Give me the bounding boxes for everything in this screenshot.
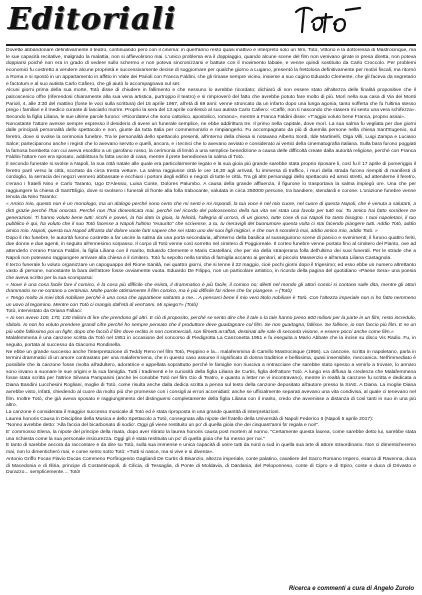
masthead-divider [6,44,416,46]
article-paragraph: Dovette abbandonare definitivamente il teatro, continuando però con il cinema: in quell'anno restò quasi inattivo e interpretò solo un film, Totò, Vittorio e la dottoressa di Mastrocinque, ma le sue capacità recitative, malgrado la malattia, non si affievolirono mai. L'unico problema era il doppiaggio, quando alcune scene del film non venivano girate in presa diretta, non poteva doppiarsi poiché non era in grado di vedere sullo schermo e non poteva sincronizzarsi e battute con il movimento labiale, e venne quindi sostituito da Carlo Croccolo. Per problemi economici fu costretto a vendere alcune proprietà e successivamente decise di soggiornare per qualche giorno a Lugano, presentò la frettolosa definitivamente per motivi fiscali, ma ritornò a Roma e si spostò in un appartamento in affitto in Viale dei Parioli con Franca Faldini, che gli rimase sempre vicino, insieme a suo cugino Eduardo Clemente, che gli faceva da segretario e factotum e al suo autista Carlo Cafiero, che gli aiutò lo accompagnava sul set. [6,48,416,87]
article-paragraph: Totò, intervistato da Oriana Fallaci: [6,309,83,315]
article-paragraph: E' commosso Elena, la nipote del principe della risata, dopo aver ritirato la laurea honoris causa post mortem al nonno. "Certamente questa laurea, come sarebbe detto lui, sarebbe stata una richiesta come la sua personale insicurezza. Oggi gli è stata restituita un po' di quella gioia che ha messo per noi." [6,430,416,442]
article-paragraph: Dopo il rito funebre, le autorità furono costrette a far uscire la salma da una porta secondaria, all'interno della basilica al susseguirono scene di panico e svenimenti; il furono quattro feriti, due donne e due agenti, in seguito all'ennesimo sorpasso. Il corpo di Totò venne così sorretto nel cimitero di Poggioreale. Il corteo funebre venne portato fino al cimitero del Pianto, ove ad attenderlo c'erano Franca Faldini, la figlia Liliana con il marito, Eduardo Clemente e Mario Castellani, che per via della stranjerana folla dell'ultimo dei suoi funerali. Per le strade che a Napoli non potevano raggiungere arrivare alla chiesa e il cimitero. Totò fu sepolto nella tomba di famiglia accanto ai genitori, al piccolo Massenzio e all'amata Liliana Castagnola. [6,235,416,261]
author-credit: Ricerca e commenti a cura di Angelo Zurolo [288,586,414,592]
article-paragraph: E tanto di sarebbe ancora da raccontare e da dire su Totò, sulla sua immense e unica capacità di unire tutti da nord a sud in quella sua arte di attore straordinario. Non ci dimenticheremo mai, non lo dimenticherò mai, e come sento sotto Totò: «Tutti si nasce, ma si vive e si diventa». [6,443,416,456]
quote-paragraph: « Io non avevo 100, 170, 130 milioni di lire che prendono gli altri. E ciò di proposito, perché se sento dire che il tale o la tale hanno preso 600 milioni per la parte in un film, resto incredulo, sbitolo. Io non ho voluto prendere grandi cifre perché ho sempre pensato che il produttore deve guadagnare col film. Se non guadagna, fallisce. Se fallisce, io non faccio più film. E se un più volte fallissimo poi un fight, dopo che facciò il film dove reclito in non commerciali, son filmetti arraffati, destinati alle sale di seconda visione, e essere pocci anche come film.» [6,316,416,335]
quote-paragraph: « Nove è una cosa facile fare il comico, è la cosa più difficile che esista, il drammatico è più facile, il comico no; diletti nel mondo gli attori comici si contano sulle dita, mentre gli attori drammatici se ne contano a centinaia. Molte parole ottimamente il film comico, ma è più difficile far ridere che far piangere. » (Totò) [6,282,416,295]
article-paragraph: La canzone è considerata il maggior successo musicale di Totò ed è stata riproposta in una grande quantità di interpretazioni. [6,409,280,415]
article-paragraph: Ne ebbe un grande successo anche l'interpretazione di Teddy Reno nel film Totò, Peppino e la... malafemmina di Camillo Mastrocinque (1956). La canzone, scritta in napoletano, parla in termini drammatici di un amore contrastato per una malafemmena, che in questo caso assume il significato di donna traditrice e bellissima, quasi insensibile, meccanica. Nell'immediato è possibile che la canzone fosse rivolta all'adultero, adoratrice e appellata soprattutto perché le famiglie non riusciva a rintracciare che sarebbe stato spesso a venirlo a trovare, lo annaro sono invano a suonare le sue origini e la sua famiglia. Tutti i tradimenti e le curiosità della figlia Liliana de Curtis, figlia dell'attore Totò. A lungo era diffusa la credenza che Malafemmena fosse stata scritta per l'attrice Silvana Pampanini (anche lei conobbe Totò nel film Gio di Teatro, e quanto a letter ne vi incontravano), mentre in realtà la canzone fu scritta e dedicata a Diana Bandini Lucchesini Rogliani, moglie di Totò, come risulta anche dalla dedica scritta a penna sul testo della canzone depositato all'autore presso la SIAE. A Diana. La moglie Diana avrebbe visto, infatti, chiedendo al cuore da molto più che promesse con i consigli ai errori accenidiati: anche se ufficialmente separati avevano una vita condivisa, al quale ci tenevano nel film. Inoltre Totò, che già aveva sposato e raggiungimento del distinguersi completamente della figlia Liliana con il marito, credo che avvenisse a distanza di così tanti in suo in una più altro. [6,349,416,409]
quote-paragraph: « Amico mio, questo non è un monologo, ma un dialogo perché sono certo che mi senti e mi rispondi, la tua voce è nel mio cuore, nel cuore di questa Napoli, che è venuta a salutarti, a dirti grazie perché l'hai onorata. Perché non l'hai dimenticata mai, perché nel ricordo del palcoscenico della tua vita sei stata una favola per tutti noi. Tu amico hai fatto sorridere tre generazioni. Ti hanno voluto bene tutti: ricchi e poveri, la hai dato la gioia, la felicità, l'allegria di un'ora, di un giorno, tutte cose di cui Napoli ha tanto bisogno. I tuoi napoletani, il tuo pubblico è qui, ha voluto che il suo Totò facesse a Napoli l'ultimo "esaurito" che scrivesse, a tu, tu meravigli del buonumore questa volta ci stai facendo piangere tutti. Addio Totò, addio amico mio. Napoli, questa tua Napoli affranta dal dolore vuole farti sapere che sei stato uno dei suoi figli migliori, e che non ti scorderà mai, addio amico mio, addio Totò. » [6,202,416,234]
article-paragraph: Malafemmena è una canzone scritta da Totò nel 1951 in occasione del concorso di Piedigrotta La Canzonetta 1951 e fu eseguita a Mario Abbate che la incise su disco Vis Radio. Fu, in seguito, portata al successo da Giacomo Rondinella. [6,336,416,348]
article-paragraph: Antonio Griffo Focas Flavio Ducas Commeno Porfirogenito Gagliardi De Curtis di Bisanzio, altezza imperiale, conte palatino, cavaliere del Sacro Romano Impero, esarca di Ravenna, duca di Macedonia e di Illiria, principe di Costantinopoli, di Cilicia, di Tessaglia, di Ponte di Moldavia, di Dardania, del Peloponneso, conte di Cipro e di Epiro, conte e duca di Drivasto e Durazzo... semplicemente.... Totò! [6,456,416,476]
article-paragraph: "Nonno avrebbe detto: 'Alla faccia del bicarbonato di sodio'. Oggi gli viene restituito un po' di quella gioia che dei cinquant'anni fa' regala e noi!". [6,423,320,429]
article-body [6,48,416,588]
quote-paragraph: « Tengo molto ai miei titoli nobiliare perché è una cosa che appartiene soltanto a me... A pensarci bene il mio vero titolo nobiliare è Totò. Con l'altezza imperiale non ci ho fatto nemmeno un uovo al tegamino. Mentre con Totò ci mangio dall'età di vent'anni. Mi spiego?» (Totò) [6,296,416,308]
section-title: Editoriali [8,2,177,37]
article-paragraph: Alcuni giorni prima della sua morte, Totò disse di chiudere in fallimento e che nessuno lo avrebbe ricordato; dichiarò di non essere stato all'altezza delle finalità propositive che il palcoscenico offre (riferendosi chiaramente alla sua vena artistica, purtroppo il teatro) e si rimproverò del fatto che avrebbe potuto fare molto di più. Morì nella sua casa di Via dei Monti Parioli, 4, alle 3:30 del mattino (fonte le voci sulla scrittura) del 15 aprile 1967, all'età di 69 anni: venne stroncato da un infarto dopo una lunga agonia, tanto sofferta che fu l'ultima stesso prego i familiari e il medico curante di lasciarlo morire. Proprio la sera del 13 aprile confessò al suo autista Carlo Cafiero: «Caffè, non ti nascondo che stasera mi sento una vera schifezza». Secondo la figlia Liliana, le sue ultime parole furono: «Ricordatevi che sono cattolico, apostolico, romano», mentre a Franca Faldini disse: «T'aggio voluto bene Franca, proprio assai». [6,88,416,121]
article-paragraph: Il secondo funerale si svolse a Napoli, la sua città natale alle quale era particolarmente legato e la sua gioia più grande sarebbe stata proprio riposare li, così fu il 17 aprile di pomeriggio il feretro partì verso la città, scortato da circa trenta vetture. La salma raggiunse città le ore 16,30 agli arrivati, fu immersa di traffico, i muri della strada furono riempiti di manifesti di cordoglio, la serracia dei negozi vennero abbassate e ecchiusi i portoni degli edifici e negozi di tutte le città. Tra gli altri personaggi dello spettacolo ed amici stretti, ad attenderne il feretro, c'erano i fratelli Nino e Carlo Taranto, Ugo D'Alessio, Luisa Conte, Dolores Palumbo. A causa della grande affluenza, il figurone lo trasportava la salma impiegò ore. Una che per raggiungere la chiesa di Sant'Eligio, dove si svolsero i funerali di fronte alla folla trabocante, valutata in circa 250000 persone, tra bandiere, stendardi e corone. L'orazione funebre venne tenuta da Nino Taranto: [6,161,416,201]
article-paragraph: Nonostante l'attore avesse sempre espresso il desiderio di avere un funerale semplice, ne ebbe addirittura tre. Il primo nella capitale, dove morì. La sua salma fu vegliata per due giorni dalle principali personalità dello spettacolo e non, giunte da tutta Italia per commemorarlo e rimpiangerlo. Fu accompagnato da più di duemila persone nella chiesa Sant'Eugenio, sul feretro, dove si svolse la cerimonia funebre. Tra le personalità dello spettacolo presenti, all'interno della chiesa si notavano Alberto Sordi, Ilde Martinelli, Olga Villi, Luigi Zampa e Luciano Salce; parteciparono anche i registi che lo avevano servito e quelli, ancora, e i tecnici che lo avevano avviato e considerato ai vertici della cinematografia italiana. Sulla bara furono poggiati la famosa bombetta con cui aveva esordito a un garofano rosso, la cerimonia di limitò a una semplice benedizione a causa delle difficoltà create dalla autorità religiose, perché con Franca Faldini l'attore non era sposato, addirittura fu fatta uscire di casa, mentre il prete benediceva la salma di Totò. [6,121,416,161]
masthead [0,0,422,44]
article-paragraph: Il terzo funerale fu voluto organizzare un capoguappo del Rione Sanità, nei quattro giorni, che si tenne il 22 maggio, cioè pochi giorni dopo il trigesimo; ed esso ebbe un numero altrettanto vasto di persone, nonostante la bara dell'attore fosse ovviamente vuota. Eduardo De Filippo, non un particolare artistico, in ricordo della pagina del quotidiano «Paese Sera» una poesia che aveva scritto per la sua scomparsa: [6,262,416,281]
signature-logo [290,2,370,40]
article-paragraph: Laurea honoris Causa in Discipline della Musica e dello Spettacolo a Totò, consegnata alla nipote del fratello della Università di Napoli Federico II (Napoli 5 aprile 2017): [6,416,374,422]
